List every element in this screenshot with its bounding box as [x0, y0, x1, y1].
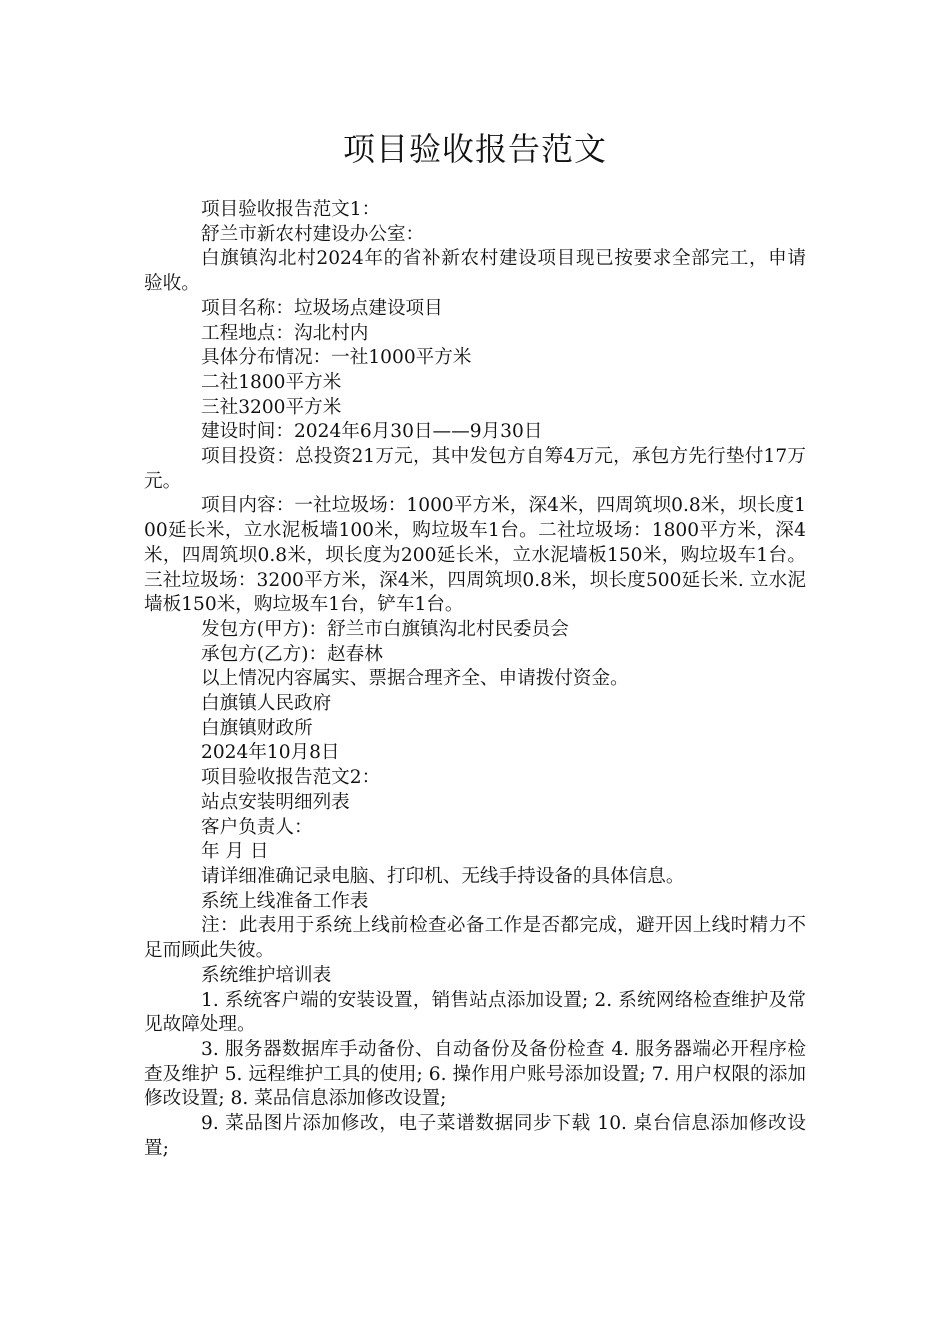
paragraph-finance-office: 白旗镇财政所 [201, 717, 313, 739]
paragraph-project-name: 项目名称：垃圾场点建设项目 [201, 297, 443, 319]
paragraph-date: 2024年10月8日 [201, 742, 340, 764]
paragraph-project-location: 工程地点：沟北村内 [201, 322, 369, 344]
paragraph-distribution-3: 三社3200平方米 [201, 396, 342, 418]
paragraph-declaration: 以上情况内容属实、票据合理齐全、申请拨付资金。 [201, 668, 629, 690]
paragraph-note: 注：此表用于系统上线前检查必备工作是否都完成，避开因上线时精力不足而顾此失彼。 [144, 915, 806, 962]
paragraph-party-b: 承包方(乙方)：赵春林 [201, 643, 383, 665]
paragraph-distribution: 具体分布情况：一社1000平方米 [201, 347, 472, 369]
paragraph-construction-time: 建设时间：2024年6月30日——9月30日 [201, 421, 543, 443]
paragraph-site-install-list: 站点安装明细列表 [201, 791, 350, 813]
document-title: 项目验收报告范文 [342, 130, 607, 168]
document-body [144, 198, 806, 1161]
paragraph-party-a: 发包方(甲方)：舒兰市白旗镇沟北村民委员会 [201, 618, 569, 640]
paragraph-investment: 项目投资：总投资21万元，其中发包方自筹4万元，承包方先行垫付17万元。 [144, 446, 806, 492]
paragraph-report-1-heading: 项目验收报告范文1： [201, 199, 381, 220]
paragraph-prep-sheet: 系统上线准备工作表 [201, 890, 369, 912]
paragraph-intro: 白旗镇沟北村2024年的省补新农村建设项目现已按要求全部完工，申请验收。 [144, 248, 806, 295]
paragraph-training-sheet: 系统维护培训表 [201, 964, 332, 986]
paragraph-client-manager: 客户负责人： [201, 816, 313, 838]
paragraph-record-instruction: 请详细准确记录电脑、打印机、无线手持设备的具体信息。 [201, 865, 685, 887]
paragraph-project-content: 项目内容：一社垃圾场：1000平方米，深4米，四周筑坝0.8米，坝长度100延长米，立水泥板墙100米，购垃圾车1台。二社垃圾场：1800平方米，深4米，四周筑坝0.8米，坝长度为200延长米，立水泥墙板150米，购垃圾车1台。三社垃圾场：3200平方米，深4米，四周筑坝0.8米，坝长度500延长米. 立水泥墙板150米，购垃圾车1台，铲车1台。 [144, 495, 806, 616]
paragraph-distribution-2: 二社1800平方米 [201, 371, 342, 393]
paragraph-training-items-3: 9. 菜品图片添加修改，电子菜谱数据同步下载 10. 桌台信息添加修改设置; [144, 1113, 806, 1159]
paragraph-training-items-2: 3. 服务器数据库手动备份、自动备份及备份检查 4. 服务器端必开程序检查及维护 5. 远程维护工具的使用; 6. 操作用户账号添加设置; 7. 用户权限的添加修改设置; 8. 菜品信息添加修改设置; [144, 1038, 806, 1110]
paragraph-date-blank: 年 月 日 [201, 841, 269, 863]
paragraph-training-items-1: 1. 系统客户端的安装设置，销售站点添加设置; 2. 系统网络检查维护及常见故障处理。 [144, 989, 806, 1036]
paragraph-addressee: 舒兰市新农村建设办公室： [201, 223, 425, 245]
paragraph-report-2-heading: 项目验收报告范文2： [201, 767, 381, 789]
paragraph-government: 白旗镇人民政府 [201, 693, 332, 715]
